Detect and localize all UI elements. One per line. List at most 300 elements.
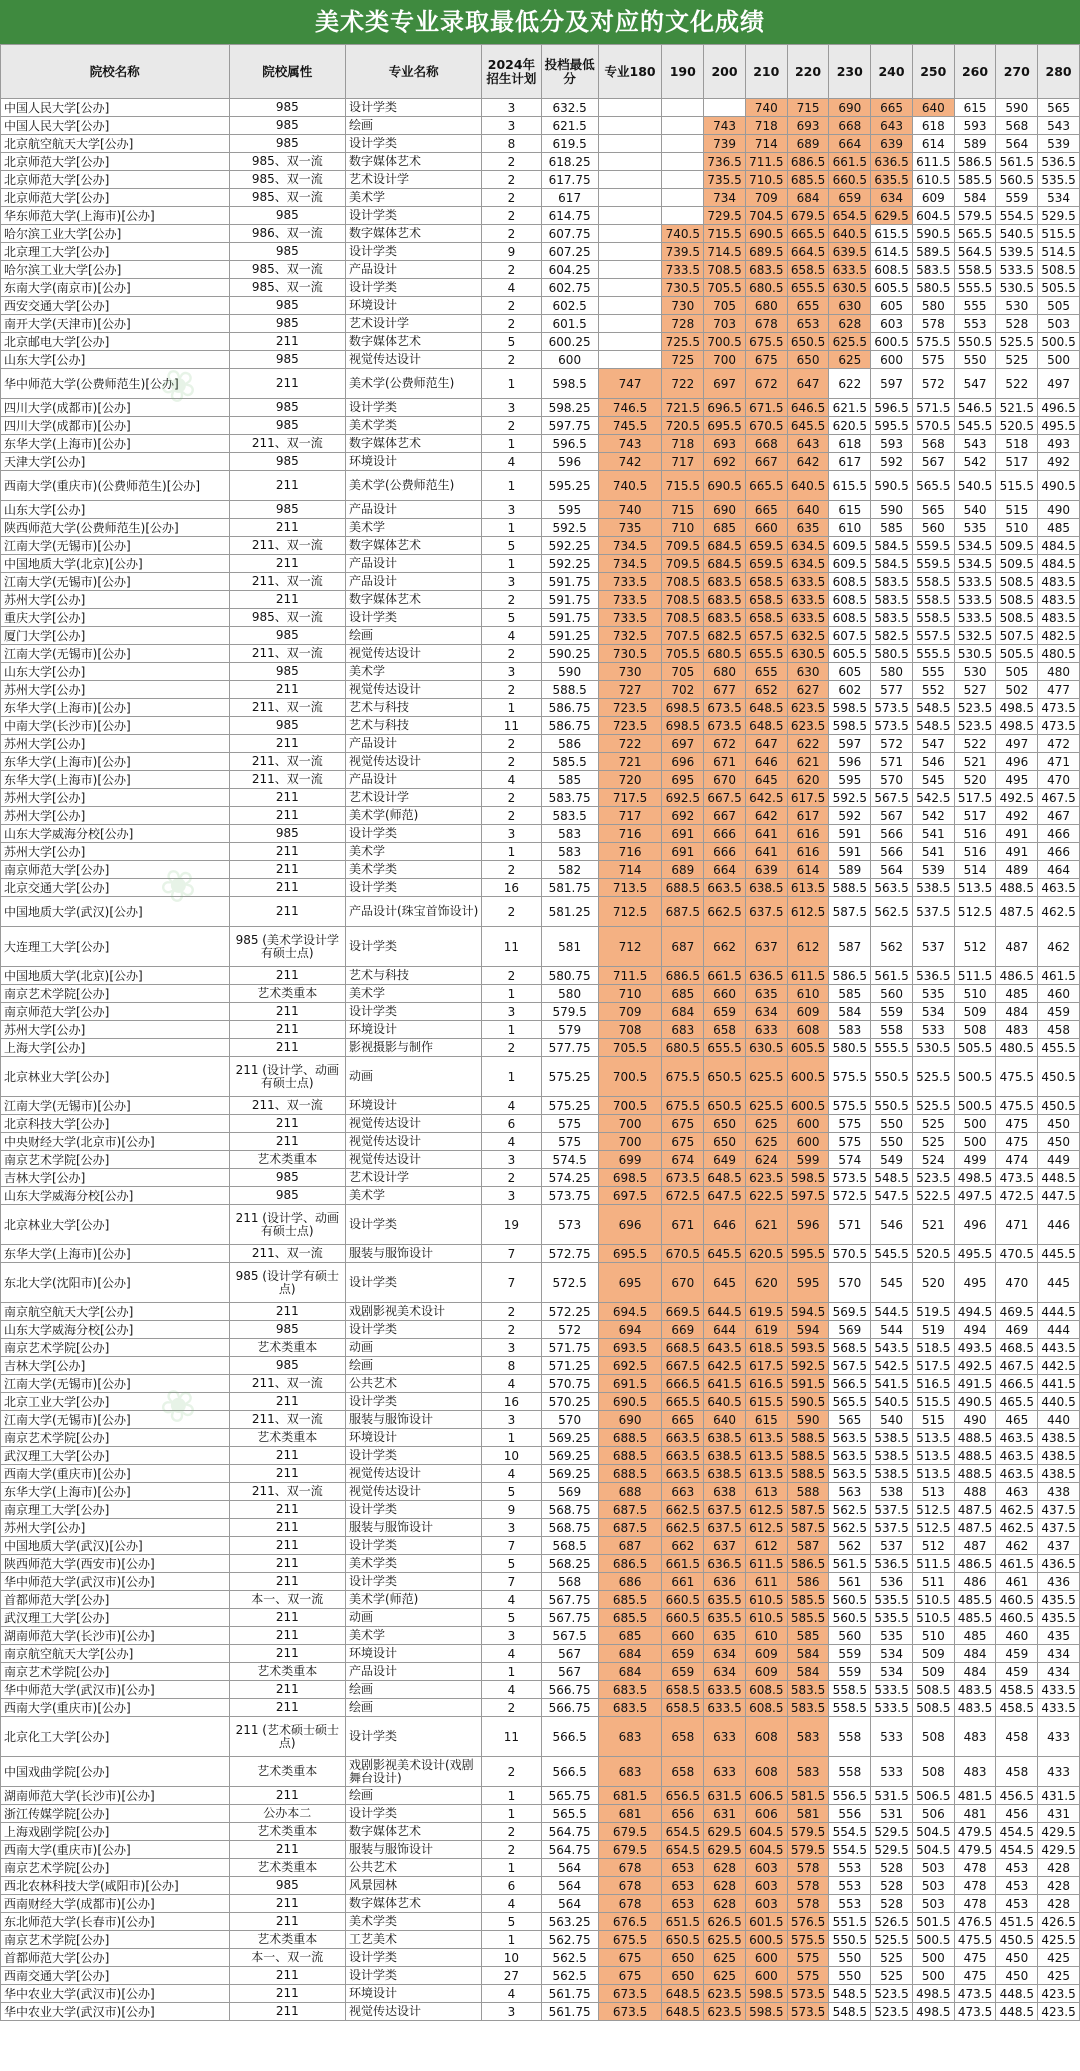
cell-score: 733.5 (598, 573, 662, 591)
cell-score: 487.5 (954, 1501, 996, 1519)
cell-score: 653 (787, 315, 829, 333)
cell-score: 635.5 (704, 1609, 746, 1627)
cell-score: 520.5 (912, 1245, 954, 1263)
cell-score: 598.5 (787, 1169, 829, 1187)
cell-min-score: 566.5 (541, 1717, 598, 1757)
cell-score: 673.5 (704, 699, 746, 717)
cell-score: 630 (787, 663, 829, 681)
cell-score: 483.5 (954, 1681, 996, 1699)
cell-score: 620.5 (745, 1245, 787, 1263)
cell-score: 566.5 (829, 1375, 871, 1393)
cell-score: 600.5 (745, 1931, 787, 1949)
cell-score: 539.5 (996, 243, 1038, 261)
table-row (1, 435, 1080, 453)
table-row (1, 1591, 1080, 1609)
cell-score: 466 (1038, 843, 1080, 861)
cell-score: 483 (954, 1717, 996, 1757)
cell-score: 463.5 (996, 1465, 1038, 1483)
cell-major: 视觉传达设计 (346, 1483, 482, 1501)
cell-score: 617 (829, 453, 871, 471)
cell-score: 458.5 (996, 1699, 1038, 1717)
cell-min-score: 564.75 (541, 1841, 598, 1859)
cell-score: 630 (829, 297, 871, 315)
cell-score: 458 (996, 1757, 1038, 1787)
cell-score: 485.5 (954, 1591, 996, 1609)
table-row (1, 1931, 1080, 1949)
cell-score: 547.5 (871, 1187, 913, 1205)
cell-score: 558.5 (829, 1681, 871, 1699)
cell-score: 467 (1038, 807, 1080, 825)
cell-score: 610 (787, 985, 829, 1003)
cell-score: 511 (912, 1573, 954, 1591)
cell-score: 621 (787, 753, 829, 771)
cell-score: 683 (662, 1021, 704, 1039)
cell-school: 南京艺术学院[公办] (1, 1663, 230, 1681)
cell-score: 638.5 (704, 1429, 746, 1447)
cell-score: 493.5 (954, 1339, 996, 1357)
table-row (1, 1717, 1080, 1757)
cell-score: 636 (704, 1573, 746, 1591)
cell-major: 公共艺术 (346, 1859, 482, 1877)
cell-score: 558 (829, 1717, 871, 1757)
cell-school: 中国戏曲学院[公办] (1, 1757, 230, 1787)
cell-attribute: 985、双一流 (229, 279, 345, 297)
cell-attribute: 211、双一流 (229, 435, 345, 453)
cell-score: 747 (598, 369, 662, 399)
cell-score: 565 (829, 1411, 871, 1429)
table-row (1, 1663, 1080, 1681)
cell-score: 615.5 (829, 471, 871, 501)
cell-score: 436.5 (1038, 1555, 1080, 1573)
cell-school: 北京航空航天大学[公办] (1, 135, 230, 153)
cell-score: 716 (598, 843, 662, 861)
cell-score: 603 (745, 1859, 787, 1877)
cell-major: 产品设计 (346, 573, 482, 591)
cell-score: 535 (912, 985, 954, 1003)
cell-score: 459 (996, 1663, 1038, 1681)
cell-plan: 3 (482, 573, 541, 591)
col-header-230: 230 (829, 45, 871, 99)
cell-major: 产品设计 (346, 555, 482, 573)
cell-score: 670.5 (662, 1245, 704, 1263)
cell-school: 哈尔滨工业大学[公办] (1, 261, 230, 279)
cell-score: 470 (996, 1263, 1038, 1303)
cell-score: 517 (954, 807, 996, 825)
cell-score: 487 (996, 927, 1038, 967)
cell-score: 513.5 (954, 879, 996, 897)
cell-score: 521.5 (996, 399, 1038, 417)
cell-score: 583 (787, 1717, 829, 1757)
cell-score: 698.5 (598, 1169, 662, 1187)
cell-major: 设计学类 (346, 99, 482, 117)
cell-score: 682.5 (704, 627, 746, 645)
cell-score: 519 (912, 1321, 954, 1339)
cell-score: 680.5 (704, 645, 746, 663)
cell-attribute: 211、双一流 (229, 771, 345, 789)
cell-school: 南京航空航天大学[公办] (1, 1303, 230, 1321)
cell-plan: 5 (482, 333, 541, 351)
cell-score: 486 (954, 1573, 996, 1591)
cell-score: 536.5 (1038, 153, 1080, 171)
table-row (1, 99, 1080, 117)
cell-score: 659 (662, 1645, 704, 1663)
cell-score: 711.5 (598, 967, 662, 985)
cell-major: 环境设计 (346, 453, 482, 471)
cell-score: 572 (912, 369, 954, 399)
cell-score: 511.5 (912, 1555, 954, 1573)
cell-score: 742 (598, 453, 662, 471)
cell-plan: 3 (482, 1151, 541, 1169)
cell-school: 天津大学[公办] (1, 453, 230, 471)
cell-school: 哈尔滨工业大学[公办] (1, 225, 230, 243)
cell-score: 615 (745, 1411, 787, 1429)
cell-score: 691 (662, 843, 704, 861)
cell-score: 633 (745, 1021, 787, 1039)
cell-major: 视觉传达设计 (346, 1115, 482, 1133)
cell-major: 设计学类 (346, 1537, 482, 1555)
cell-score: 678 (745, 315, 787, 333)
cell-score: 550 (829, 1949, 871, 1967)
cell-score: 591 (829, 843, 871, 861)
cell-score: 573.5 (829, 1169, 871, 1187)
cell-score: 472 (1038, 735, 1080, 753)
cell-score (598, 315, 662, 333)
cell-score: 441.5 (1038, 1375, 1080, 1393)
cell-score: 467.5 (996, 1357, 1038, 1375)
cell-attribute: 211 (设计学、动画有硕士点) (229, 1057, 345, 1097)
cell-score: 465.5 (996, 1393, 1038, 1411)
cell-score: 610 (829, 519, 871, 537)
cell-score: 663.5 (704, 879, 746, 897)
cell-score: 600.5 (787, 1057, 829, 1097)
cell-score: 675 (598, 1949, 662, 1967)
cell-score: 600.5 (787, 1097, 829, 1115)
cell-score: 616.5 (745, 1375, 787, 1393)
cell-score: 596 (829, 753, 871, 771)
cell-score: 740.5 (662, 225, 704, 243)
table-row (1, 1841, 1080, 1859)
cell-school: 南京艺术学院[公办] (1, 1151, 230, 1169)
cell-major: 视觉传达设计 (346, 753, 482, 771)
cell-score: 648.5 (745, 717, 787, 735)
cell-plan: 4 (482, 1133, 541, 1151)
cell-score: 660.5 (662, 1609, 704, 1627)
cell-score: 484 (954, 1645, 996, 1663)
cell-score: 539 (1038, 135, 1080, 153)
cell-score: 575 (787, 1967, 829, 1985)
cell-school: 江南大学(无锡市)[公办] (1, 537, 230, 555)
cell-score: 463.5 (1038, 879, 1080, 897)
cell-score: 608.5 (871, 261, 913, 279)
cell-major: 产品设计 (346, 771, 482, 789)
cell-attribute: 211 (229, 1573, 345, 1591)
cell-min-score: 564.75 (541, 1823, 598, 1841)
cell-score: 684 (598, 1663, 662, 1681)
cell-score: 673.5 (598, 2003, 662, 2021)
cell-major: 设计学类 (346, 399, 482, 417)
cell-attribute: 211 (229, 1039, 345, 1057)
cell-score: 612.5 (745, 1519, 787, 1537)
cell-score: 628 (704, 1895, 746, 1913)
cell-score: 581 (787, 1805, 829, 1823)
cell-plan: 3 (482, 1339, 541, 1357)
cell-score: 645.5 (787, 417, 829, 435)
col-header-280: 280 (1038, 45, 1080, 99)
cell-score: 652 (745, 681, 787, 699)
cell-major: 动画 (346, 1339, 482, 1357)
cell-score: 673.5 (598, 1985, 662, 2003)
cell-score: 690 (829, 99, 871, 117)
cell-major: 产品设计 (346, 261, 482, 279)
cell-score: 625.5 (745, 1057, 787, 1097)
cell-score: 585 (829, 985, 871, 1003)
cell-major: 设计学类 (346, 207, 482, 225)
cell-score: 670 (704, 771, 746, 789)
cell-score: 494.5 (954, 1303, 996, 1321)
cell-score: 541.5 (871, 1375, 913, 1393)
cell-min-score: 564 (541, 1859, 598, 1877)
cell-score: 518 (996, 435, 1038, 453)
cell-min-score: 565.5 (541, 1805, 598, 1823)
cell-score: 600 (871, 351, 913, 369)
cell-score: 687.5 (598, 1501, 662, 1519)
cell-score: 646 (704, 1205, 746, 1245)
cell-score: 658.5 (745, 573, 787, 591)
cell-score: 527 (954, 681, 996, 699)
cell-score: 488.5 (954, 1429, 996, 1447)
cell-score: 620 (787, 771, 829, 789)
cell-score: 453 (996, 1859, 1038, 1877)
cell-score: 667.5 (704, 789, 746, 807)
table-row (1, 117, 1080, 135)
table-row (1, 1627, 1080, 1645)
cell-score: 561.5 (871, 967, 913, 985)
cell-school: 苏州大学[公办] (1, 1021, 230, 1039)
col-header-190: 190 (662, 45, 704, 99)
table-row (1, 1057, 1080, 1097)
cell-score: 693 (704, 435, 746, 453)
cell-plan: 1 (482, 1429, 541, 1447)
cell-score: 685 (704, 519, 746, 537)
cell-score: 535.5 (871, 1591, 913, 1609)
table-row (1, 1465, 1080, 1483)
cell-score: 658 (662, 1757, 704, 1787)
table-row (1, 1115, 1080, 1133)
cell-score: 580.5 (829, 1039, 871, 1057)
cell-score: 470.5 (996, 1245, 1038, 1263)
cell-score: 570.5 (829, 1245, 871, 1263)
cell-score: 608.5 (829, 591, 871, 609)
cell-score: 617.5 (787, 789, 829, 807)
cell-score: 517.5 (912, 1357, 954, 1375)
cell-score: 709 (598, 1003, 662, 1021)
table-row (1, 279, 1080, 297)
cell-score: 608.5 (745, 1681, 787, 1699)
cell-score: 598.5 (829, 717, 871, 735)
cell-score: 654.5 (662, 1841, 704, 1859)
cell-score: 582.5 (871, 627, 913, 645)
cell-score: 577 (871, 681, 913, 699)
cell-score: 640 (912, 99, 954, 117)
cell-score: 558.5 (912, 609, 954, 627)
cell-score: 531 (871, 1805, 913, 1823)
cell-attribute: 艺术类重本 (229, 1339, 345, 1357)
cell-school: 大连理工大学[公办] (1, 927, 230, 967)
cell-school: 北京林业大学[公办] (1, 1205, 230, 1245)
cell-min-score: 561.75 (541, 1985, 598, 2003)
table-row (1, 243, 1080, 261)
cell-score: 515.5 (996, 471, 1038, 501)
cell-score: 504.5 (912, 1823, 954, 1841)
cell-score: 612.5 (787, 897, 829, 927)
cell-school: 西南大学(重庆市)[公办] (1, 1465, 230, 1483)
table-row (1, 627, 1080, 645)
cell-score: 740 (598, 501, 662, 519)
cell-score: 692.5 (662, 789, 704, 807)
cell-score: 663.5 (662, 1429, 704, 1447)
cell-score: 596.5 (871, 399, 913, 417)
cell-score: 446 (1038, 1205, 1080, 1245)
cell-score: 605 (829, 663, 871, 681)
cell-school: 华中师范大学(武汉市)[公办] (1, 1573, 230, 1591)
cell-score: 697 (704, 369, 746, 399)
cell-score: 705 (662, 663, 704, 681)
cell-score: 672 (704, 735, 746, 753)
cell-score: 572 (871, 735, 913, 753)
cell-score: 730.5 (598, 645, 662, 663)
cell-score: 540 (871, 1411, 913, 1429)
cell-score: 735.5 (704, 171, 746, 189)
cell-score: 480.5 (1038, 645, 1080, 663)
cell-major: 美术学(师范) (346, 1591, 482, 1609)
col-header-270: 270 (996, 45, 1038, 99)
cell-min-score: 596 (541, 453, 598, 471)
cell-score: 497 (1038, 369, 1080, 399)
cell-score: 708.5 (662, 609, 704, 627)
cell-score: 533.5 (954, 609, 996, 627)
cell-score: 611.5 (787, 967, 829, 985)
cell-score: 485.5 (954, 1609, 996, 1627)
cell-score: 717 (598, 807, 662, 825)
cell-attribute: 211 (229, 1115, 345, 1133)
cell-score: 538.5 (871, 1429, 913, 1447)
cell-score: 553 (829, 1895, 871, 1913)
cell-school: 江南大学(无锡市)[公办] (1, 573, 230, 591)
cell-score: 591.5 (787, 1375, 829, 1393)
table-row (1, 261, 1080, 279)
cell-plan: 2 (482, 645, 541, 663)
cell-attribute: 211 (229, 591, 345, 609)
cell-score: 557.5 (912, 627, 954, 645)
cell-score: 540.5 (871, 1393, 913, 1411)
cell-score: 516 (954, 843, 996, 861)
cell-school: 首都师范大学[公办] (1, 1949, 230, 1967)
cell-score: 740 (745, 99, 787, 117)
cell-school: 北京交通大学[公办] (1, 879, 230, 897)
table-row (1, 1339, 1080, 1357)
cell-score: 571 (871, 753, 913, 771)
cell-school: 上海大学[公办] (1, 1039, 230, 1057)
cell-score: 608.5 (745, 1699, 787, 1717)
cell-score: 433.5 (1038, 1699, 1080, 1717)
cell-score: 546 (871, 1205, 913, 1245)
cell-min-score: 591.75 (541, 609, 598, 627)
cell-score: 489 (996, 861, 1038, 879)
cell-score: 471 (1038, 753, 1080, 771)
cell-score: 708 (598, 1021, 662, 1039)
cell-major: 动画 (346, 1609, 482, 1627)
cell-score: 490 (954, 1411, 996, 1429)
cell-major: 动画 (346, 1057, 482, 1097)
cell-score: 504.5 (912, 1841, 954, 1859)
cell-score: 613.5 (787, 879, 829, 897)
cell-score: 734.5 (598, 537, 662, 555)
cell-school: 东北大学(沈阳市)[公办] (1, 1263, 230, 1303)
cell-score: 531.5 (871, 1787, 913, 1805)
cell-score: 562 (871, 927, 913, 967)
cell-score: 643 (871, 117, 913, 135)
cell-score: 659 (662, 1663, 704, 1681)
cell-attribute: 211 (229, 735, 345, 753)
cell-score: 433 (1038, 1717, 1080, 1757)
cell-score: 584.5 (871, 537, 913, 555)
cell-plan: 2 (482, 315, 541, 333)
cell-score: 688.5 (598, 1447, 662, 1465)
cell-school: 苏州大学[公办] (1, 789, 230, 807)
cell-score: 605.5 (829, 645, 871, 663)
cell-score: 676.5 (598, 1913, 662, 1931)
cell-major: 数字媒体艺术 (346, 1895, 482, 1913)
cell-score: 692 (704, 453, 746, 471)
cell-score: 487.5 (954, 1519, 996, 1537)
table-row (1, 1187, 1080, 1205)
cell-score: 425 (1038, 1949, 1080, 1967)
cell-school: 重庆大学[公办] (1, 609, 230, 627)
cell-score: 500.5 (954, 1057, 996, 1097)
cell-score: 642 (745, 807, 787, 825)
cell-school: 苏州大学[公办] (1, 807, 230, 825)
cell-score: 604.5 (912, 207, 954, 225)
cell-score: 606 (745, 1805, 787, 1823)
cell-score (598, 117, 662, 135)
cell-score (598, 153, 662, 171)
cell-score: 650.5 (787, 333, 829, 351)
cell-min-score: 569.25 (541, 1429, 598, 1447)
cell-major: 视觉传达设计 (346, 645, 482, 663)
cell-score: 733.5 (598, 609, 662, 627)
cell-attribute: 211 (229, 1627, 345, 1645)
cell-score: 710.5 (745, 171, 787, 189)
cell-score: 698.5 (662, 699, 704, 717)
cell-score: 579.5 (787, 1841, 829, 1859)
cell-school: 西南大学(重庆市)[公办] (1, 1699, 230, 1717)
cell-score: 623.5 (704, 1985, 746, 2003)
cell-min-score: 575 (541, 1115, 598, 1133)
cell-attribute: 985 (229, 135, 345, 153)
cell-score: 540.5 (996, 225, 1038, 243)
cell-score: 483.5 (1038, 609, 1080, 627)
cell-score: 733.5 (662, 261, 704, 279)
cell-score: 709.5 (662, 537, 704, 555)
cell-score: 573.5 (787, 2003, 829, 2021)
cell-score: 603 (745, 1877, 787, 1895)
cell-score: 500 (912, 1949, 954, 1967)
cell-school: 中国人民大学[公办] (1, 99, 230, 117)
table-row (1, 897, 1080, 927)
cell-score: 722 (662, 369, 704, 399)
cell-score: 445.5 (1038, 1245, 1080, 1263)
cell-score: 467.5 (1038, 789, 1080, 807)
